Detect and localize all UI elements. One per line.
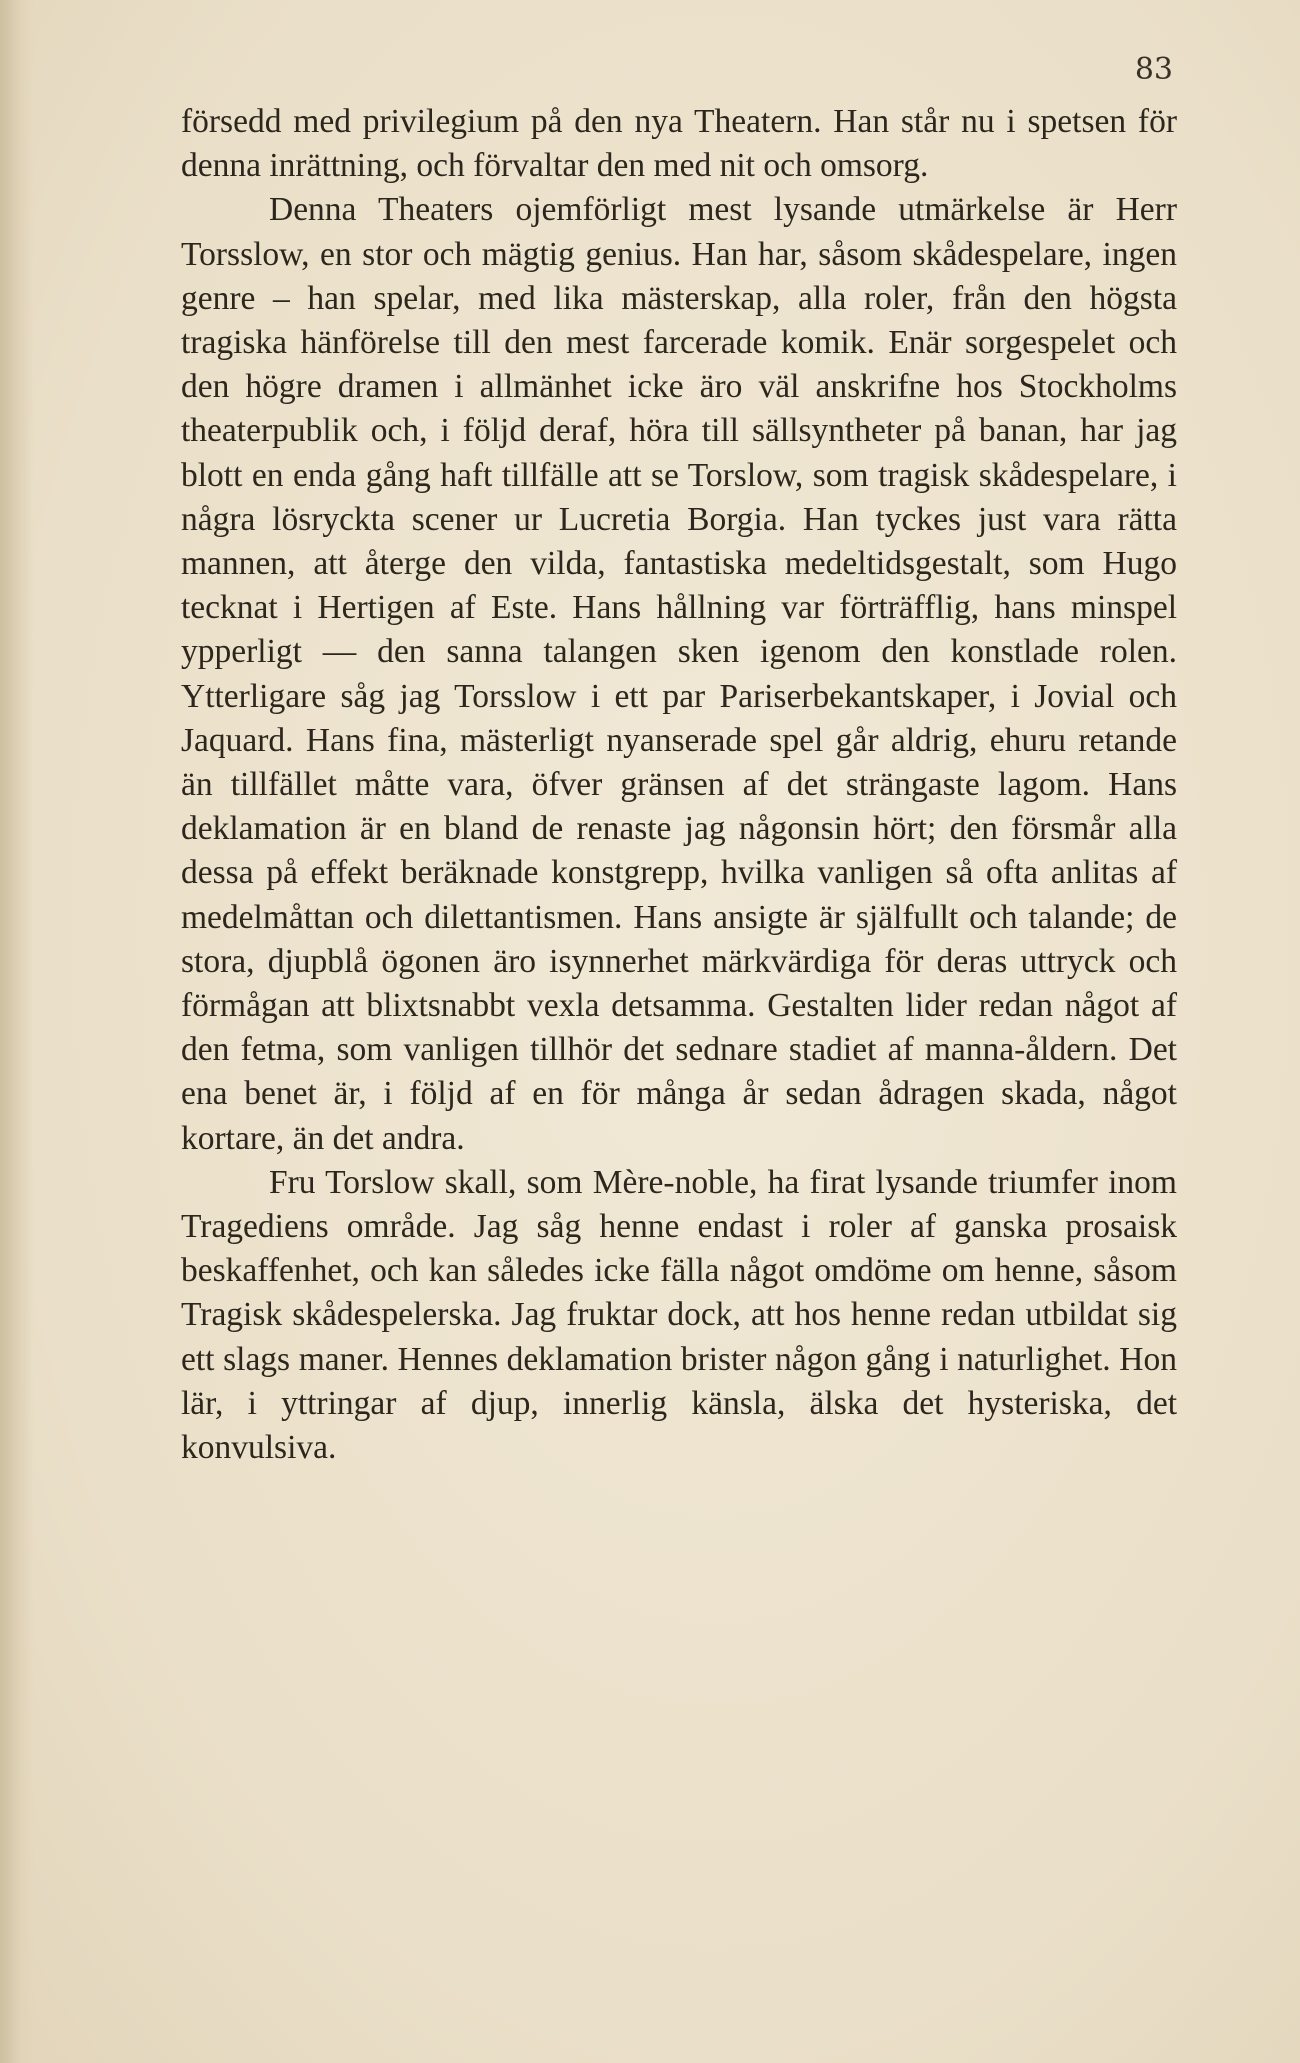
paragraph-torsslow: Denna Theaters ojemförligt mest lysande utmärkelse är Herr Torsslow, en stor och mägtig genius. Han har, såsom skådespelare, ingen genre – han spelar, med lika mästerskap, alla roler, från den högsta tragiska hänförelse till den mest farcerade komik. Enär sorgespelet och den högre dramen i allmänhet icke äro väl anskrifne hos Stockholms theaterpublik och, i följd deraf, höra till sällsyntheter på banan, har jag blott en enda gång haft tillfälle att se Torslow, som tragisk skådespelare, i några lösryckta scener ur Lucretia Borgia. Han tyckes just vara rätta mannen, att återge den vilda, fantastiska medeltidsgestalt, som Hugo tecknat i Hertigen af Este. Hans hållning var förträfflig, hans minspel ypperligt — den sanna talangen sken igenom den konstlade rolen. Ytterligare såg jag Torsslow i ett par Pariserbekantskaper, i Jovial och Jaquard. Hans fina, mästerligt nyanserade spel går aldrig, ehuru retande än tillfället måtte vara, öfver gränsen af det strängaste lagom. Hans deklamation är en bland de renaste jag någonsin hört; den försmår alla dessa på effekt beräknade konstgrepp, hvilka vanligen så ofta anlitas af medelmåttan och dilettantismen. Hans ansigte är själfullt och talande; de stora, djupblå ögonen äro isynnerhet märkvärdiga för deras uttryck och förmågan att blixtsnabbt vexla detsamma. Gestalten lider redan något af den fetma, som vanligen tillhör det sednare stadiet af manna-åldern. Det ena benet är, i följd af en för många år sedan ådragen skada, något kortare, än det andra.: [181, 191, 1177, 1157]
paragraph-fru-torslow: Fru Torslow skall, som Mère-noble, ha firat lysande triumfer inom Tragediens område. Jag såg henne endast i roler af ganska prosaisk beskaffenhet, och kan således icke fälla något omdöme om henne, såsom Tragisk skådespelerska. Jag fruktar dock, att hos henne redan utbildat sig ett slags maner. Hennes deklamation brister någon gång i naturlighet. Hon lär, i yttringar af djup, innerlig känsla, älska det hysteriska, det konvulsiva.: [181, 1163, 1177, 1467]
page-gutter-shadow: [0, 0, 34, 2063]
page-number: 83: [1134, 52, 1173, 87]
body-text: [181, 100, 1177, 1470]
paragraph-continuation: försedd med privilegium på den nya Theatern. Han står nu i spetsen för denna inrättning, och förvaltar den med nit och omsorg.: [181, 103, 1177, 185]
